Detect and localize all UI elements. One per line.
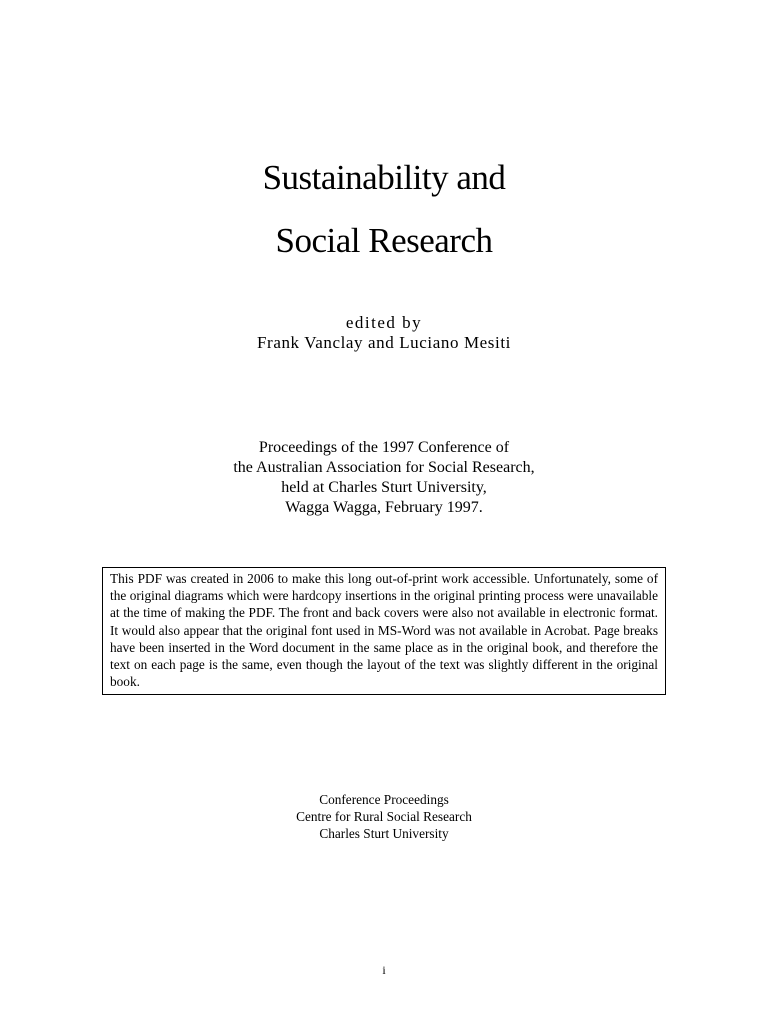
editor-names: Frank Vanclay and Luciano Mesiti [257, 333, 511, 352]
proceedings-line: held at Charles Sturt University, [281, 479, 487, 496]
publisher-line: Centre for Rural Social Research [296, 809, 472, 824]
proceedings-line: Wagga Wagga, February 1997. [285, 499, 483, 516]
page-number: i [382, 963, 386, 977]
book-title-line-1: Sustainability and [262, 158, 506, 197]
editors-block [0, 313, 768, 353]
edited-by-label: edited by [345, 313, 423, 332]
book-title-line-2: Social Research [275, 221, 493, 260]
proceedings-block [0, 438, 768, 518]
proceedings-line: the Australian Association for Social Research, [233, 459, 535, 476]
publisher-line: Charles Sturt University [319, 826, 449, 841]
proceedings-line: Proceedings of the 1997 Conference of [258, 439, 510, 456]
pdf-creation-note: This PDF was created in 2006 to make this long out-of-print work accessible. Unfortunately, some of the original diagrams which were hardcopy insertions in the original printing process were unavailable at the time of making the PDF. The front and back covers were also not available in electronic format. It would also appear that the original font used in MS-Word was not available in Acrobat. Page breaks have been inserted in the Word document in the same place as in the original book, and therefore the text on each page is the same, even though the layout of the text was slightly different in the original book. [102, 567, 666, 695]
publisher-block [0, 791, 768, 842]
publisher-line: Conference Proceedings [319, 792, 449, 807]
